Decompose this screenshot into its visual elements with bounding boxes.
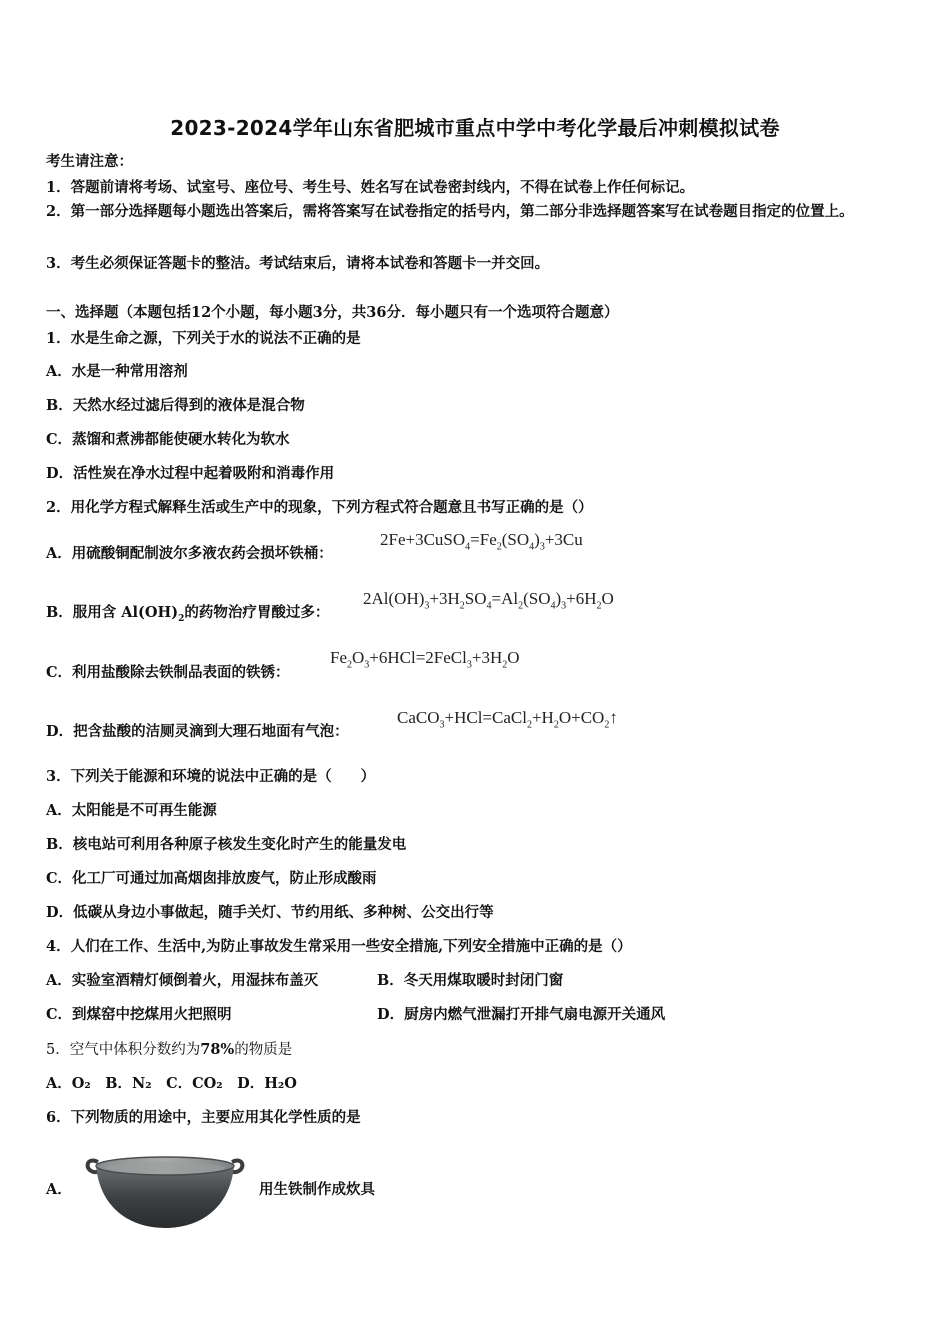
- q2-option-c-text: C．利用盐酸除去铁制品表面的铁锈：: [46, 664, 290, 681]
- q5-options: A．O₂ B．N₂ C．CO₂ D．H₂O: [46, 1075, 297, 1092]
- q1-option-a: A．水是一种常用溶剂: [46, 363, 188, 380]
- q3-option-c: C．化工厂可通过加高烟囱排放废气，防止形成酸雨: [46, 870, 377, 887]
- q2-option-c: [46, 661, 290, 682]
- q2-option-b: [46, 601, 329, 624]
- page-title: 2023-2024学年山东省肥城市重点中学中考化学最后冲刺模拟试卷: [170, 116, 780, 140]
- q2-option-a-text: A．用硫酸铜配制波尔多液农药会损坏铁桶：: [46, 545, 333, 562]
- q2-equation-b: $2Al(OH)_3+3H_2SO_4=Al_2(SO_4)_3+6H_2O$: [363, 589, 614, 612]
- notice-item-3: 3．考生必须保证答题卡的整洁。考试结束后，请将本试卷和答题卡一并交回。: [46, 255, 550, 272]
- q3-option-a: A．太阳能是不可再生能源: [46, 802, 217, 819]
- q6-option-a-text: 用生铁制作成炊具: [259, 1181, 375, 1198]
- q4-option-a: A．实验室酒精灯倾倒着火，用湿抹布盖灭: [46, 972, 319, 989]
- q4-stem: 4．人们在工作、生活中,为防止事故发生常采用一些安全措施,下列安全措施中正确的是（）: [46, 938, 632, 955]
- q5-percent: 78%: [200, 1041, 235, 1058]
- q5-text-post: 的物质是: [234, 1042, 293, 1058]
- q2-option-d-text: D．把含盐酸的洁厕灵滴到大理石地面有气泡：: [46, 723, 349, 740]
- q4-option-d: D．厨房内燃气泄漏打开排气扇电源开关通风: [377, 1006, 666, 1023]
- q5-text-pre: 空气中体积分数约为: [69, 1042, 201, 1058]
- q5-stem: [46, 1038, 292, 1059]
- q2-equation-c: $Fe_2O_3+6HCl=2FeCl_3+3H_2O$: [330, 648, 520, 671]
- q5-number: 5．: [46, 1042, 70, 1058]
- q2-stem: 2．用化学方程式解释生活或生产中的现象，下列方程式符合题意且书写正确的是（）: [46, 499, 593, 516]
- wok-image: [80, 1148, 250, 1230]
- q3-stem: 3．下列关于能源和环境的说法中正确的是（ ）: [46, 768, 376, 785]
- q2-equation-a: $2Fe+3CuSO_4=Fe_2(SO_4)_3+3Cu$: [380, 530, 583, 553]
- q2-option-a: [46, 542, 333, 563]
- notice-item-1: 1．答题前请将考场、试室号、座位号、考生号、姓名写在试卷密封线内，不得在试卷上作任何标记。: [46, 179, 695, 196]
- q3-option-d: D．低碳从身边小事做起，随手关灯、节约用纸、多种树、公交出行等: [46, 904, 494, 921]
- q6-option-a-label: A．: [46, 1181, 72, 1198]
- q1-option-d: D．活性炭在净水过程中起着吸附和消毒作用: [46, 465, 335, 482]
- section-heading: 一、选择题（本题包括12个小题，每小题3分，共36分．每小题只有一个选项符合题意）: [46, 304, 619, 321]
- q1-option-c: C．蒸馏和煮沸都能使硬水转化为软水: [46, 431, 290, 448]
- q2-option-b-text: B．服用含 Al(OH): [46, 604, 179, 621]
- q6-stem: 6．下列物质的用途中，主要应用其化学性质的是: [46, 1109, 361, 1126]
- q4-option-b: B．冬天用煤取暖时封闭门窗: [377, 972, 564, 989]
- q4-option-c: C．到煤窑中挖煤用火把照明: [46, 1006, 232, 1023]
- notice-item-2: 2．第一部分选择题每小题选出答案后，需将答案写在试卷指定的括号内，第二部分非选择题答案写在试卷题目指定的位置上。: [46, 203, 854, 220]
- q2-equation-d: $CaCO_3+HCl=CaCl_2+H_2O+CO_2↑$: [397, 708, 618, 731]
- q2-option-d: [46, 720, 349, 741]
- q2-option-b-subscript: 2: [178, 613, 185, 624]
- notice-heading: 考生请注意：: [46, 153, 133, 170]
- q1-option-b: B．天然水经过滤后得到的液体是混合物: [46, 397, 305, 414]
- q2-option-b-text-post: 的药物治疗胃酸过多：: [184, 604, 330, 621]
- q1-stem: 1．水是生命之源，下列关于水的说法不正确的是: [46, 330, 361, 347]
- q3-option-b: B．核电站可利用各种原子核发生变化时产生的能量发电: [46, 836, 407, 853]
